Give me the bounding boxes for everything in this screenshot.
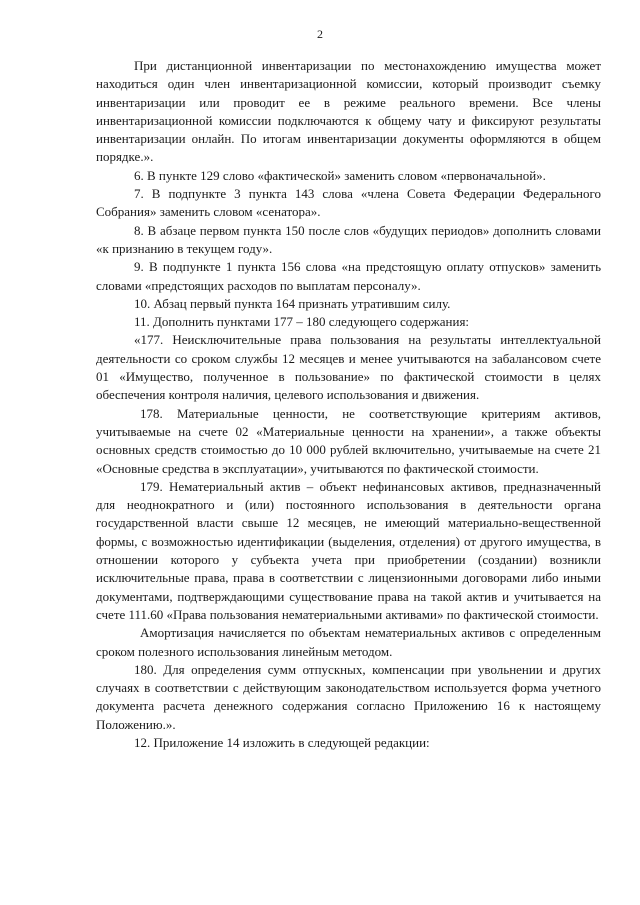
paragraph-amortization: Амортизация начисляется по объектам нематериальных активов с определенным сроком полезного использования линейным методом. [96, 625, 601, 659]
page-number: 2 [317, 27, 323, 41]
paragraph-point-180: 180. Для определения сумм отпускных, компенсации при увольнении и других случаях в соответствии с действующим законодательством используется форма учетного документа расчета денежного содержания согласно Приложению 16 к настоящему Положению.». [96, 661, 601, 732]
paragraph-point-178: 178. Материальные ценности, не соответствующие критериям активов, учитываемые на счете 02 «Материальные ценности на хранении», а также объекты основных средств стоимостью до 10 000 рублей включительно, учитываемые на счете 21 «Основные средства в эксплуатации», учитываются по фактической стоимости. [96, 405, 601, 476]
paragraph-item-10: 10. Абзац первый пункта 164 признать утратившим силу. [134, 295, 451, 311]
document-body [96, 57, 601, 752]
paragraph-item-12: 12. Приложение 14 изложить в следующей редакции: [134, 734, 430, 750]
paragraph-point-177: «177. Неисключительные права пользования на результаты интеллектуальной деятельности со сроком службы 12 месяцев и менее учитываются на забалансовом счете 01 «Имущество, полученное в пользование» по фактической стоимости в целях обеспечения контроля наличия, целевого использования и движения. [96, 332, 601, 403]
paragraph-item-7: 7. В подпункте 3 пункта 143 слова «члена Совета Федерации Федерального Собрания» заменить словом «сенатора». [96, 186, 601, 220]
paragraph-point-179: 179. Нематериальный актив – объект нефинансовых активов, предназначенный для неоднократного и (или) постоянного использования в деятельности органа государственной власти свыше 12 месяцев, не имеющий материально-вещественной формы, с возможностью идентификации (выделения, отделения) от другого имущества, в отношении которого у субъекта учета при приобретении (создании) возникли исключительные права, права в соответствии с лицензионными договорами либо иными документами, подтверждающими существование права на такой актив и учитывается на счете 111.60 «Права пользования нематериальными активами» по фактической стоимости. [96, 478, 601, 622]
paragraph-remote-inventory: При дистанционной инвентаризации по местонахождению имущества может находиться один член инвентаризационной комиссии, который производит съемку инвентаризации или проводит ее в режиме реального времени. Все члены инвентаризационной комиссии подключаются к общему чату и фиксируют результаты инвентаризации онлайн. По итогам инвентаризации документы оформляются в общем порядке.». [96, 58, 601, 165]
paragraph-item-11: 11. Дополнить пунктами 177 – 180 следующего содержания: [134, 314, 470, 330]
paragraph-item-6: 6. В пункте 129 слово «фактической» заменить словом «первоначальной». [134, 167, 546, 183]
paragraph-item-8: 8. В абзаце первом пункта 150 после слов «будущих периодов» дополнить словами «к признанию в текущем году». [96, 222, 601, 256]
paragraph-item-9: 9. В подпункте 1 пункта 156 слова «на предстоящую оплату отпусков» заменить словами «предстоящих расходов по выплатам персоналу». [96, 259, 601, 293]
